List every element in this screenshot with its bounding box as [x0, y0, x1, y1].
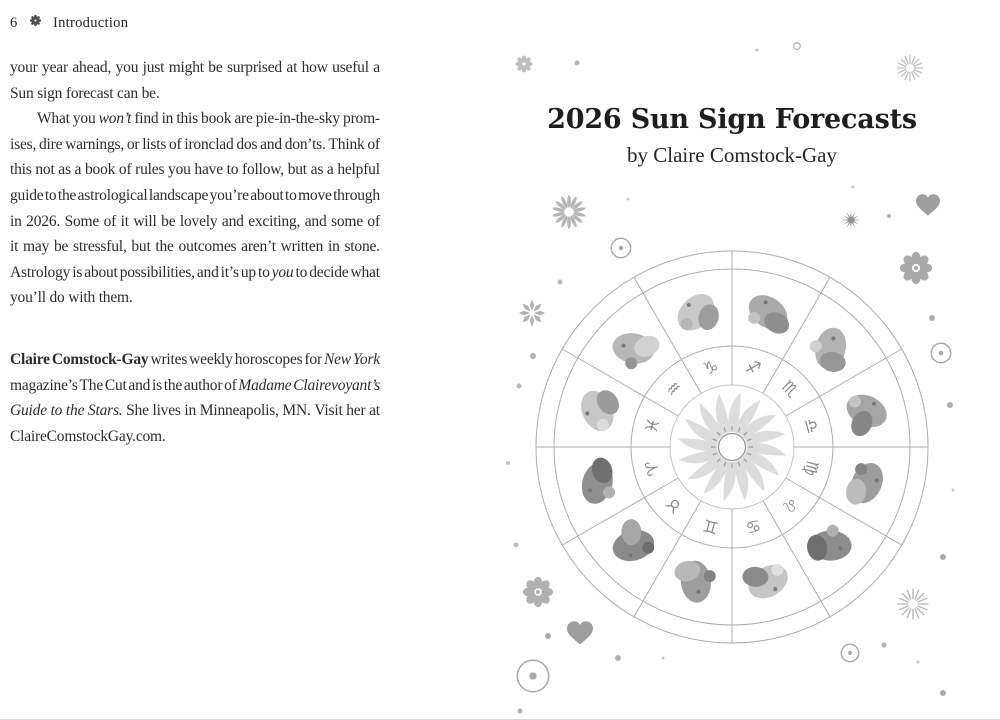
flower-icon	[512, 52, 537, 77]
zodiac-glyph-aquarius: ♒	[661, 376, 687, 402]
flower-asterisk-icon	[26, 11, 45, 35]
dot-ornament	[623, 194, 634, 205]
running-header	[10, 11, 128, 35]
zodiac-wheel	[532, 247, 932, 647]
text-line: ClaireComstockGay.com.	[10, 427, 166, 445]
circle-dot-ornament	[837, 640, 864, 667]
dot-ornament	[514, 705, 527, 718]
zodiac-glyph-scorpio: ♏	[777, 376, 803, 402]
dot-ornament	[510, 539, 523, 552]
dot-ornament	[571, 57, 584, 70]
text-line: guide to the astrological landscape you’re about to move through	[10, 186, 380, 204]
text-line: you’ll do with them.	[10, 289, 133, 307]
zodiac-glyph-leo: ♌	[777, 492, 803, 518]
dot-ornament	[925, 311, 939, 325]
zodiac-sign-pisces-illustration	[567, 378, 629, 442]
zodiac-sign-libra-illustration	[835, 380, 898, 444]
zodiac-glyph-cancer: ♋	[743, 514, 764, 538]
dot-ornament	[848, 182, 859, 193]
zodiac-wheel-svg	[532, 247, 932, 647]
dot-ornament	[541, 629, 555, 643]
page-title: 2026 Sun Sign Forecasts	[547, 104, 917, 135]
dot-ornament	[554, 276, 567, 289]
zodiac-glyph-virgo: ♍	[799, 458, 823, 479]
text-line: this not as a book of rules you have to follow, but as a helpful	[10, 161, 380, 179]
zodiac-glyph-pisces: ♓	[641, 415, 665, 436]
text-line: Astrology is about possibilities, and it’s up to you to decide what	[10, 263, 380, 281]
text-line: Sun sign forecast can be.	[10, 84, 160, 102]
text-line: ises, dire warnings, or lists of ironclad dos and don’ts. Think of	[10, 135, 380, 153]
zodiac-glyph-taurus: ♉	[661, 492, 687, 518]
text-line: it may be stressful, but the outcomes aren’t written in stone.	[10, 238, 380, 256]
petal-flower-icon	[897, 249, 936, 288]
dot-ornament	[878, 639, 891, 652]
dot-ornament	[526, 349, 540, 363]
circle-dot-ornament	[513, 656, 554, 697]
zodiac-sign-sagittarius-illustration	[739, 285, 799, 339]
zodiac-glyph-libra: ♎	[799, 415, 823, 436]
text-line: magazine’s The Cut and is the author of Madame Clairevoyant’s	[10, 376, 380, 394]
daisy-flower-icon	[549, 192, 590, 233]
dot-ornament	[883, 210, 895, 222]
zodiac-sign-capricorn-illustration	[665, 283, 727, 343]
snowflake-burst-icon	[894, 52, 927, 85]
byline: by Claire Comstock-Gay	[627, 143, 837, 167]
starburst-icon	[838, 207, 865, 234]
snowflake-burst-icon	[894, 585, 932, 623]
dot-ornament	[658, 653, 669, 664]
dot-ornament	[936, 686, 950, 700]
sun-icon	[678, 393, 787, 502]
zodiac-glyph-aries: ♈	[641, 458, 665, 479]
text-line: Claire Comstock-Gay writes weekly horoscopes for New York	[10, 350, 380, 368]
zodiac-sign-gemini-illustration	[663, 551, 723, 612]
text-line: What you won’t find in this book are pie-in-the-sky prom-	[37, 110, 380, 128]
heart-icon	[912, 189, 944, 221]
dot-ornament	[913, 657, 924, 668]
dot-ornament	[943, 398, 957, 412]
zodiac-glyph-sagittarius: ♐	[743, 356, 764, 380]
pointed-flower-icon	[515, 296, 550, 331]
dot-ornament	[611, 651, 625, 665]
page-number: 6	[10, 14, 18, 31]
zodiac-sign-aries-illustration	[568, 452, 627, 514]
circle-dot-ornament	[607, 234, 636, 263]
dot-ornament	[513, 380, 526, 393]
text-line: Guide to the Stars. She lives in Minneapolis, MN. Visit her at	[10, 402, 380, 420]
circle-ornament	[789, 38, 805, 54]
running-header-title: Introduction	[53, 14, 129, 31]
heart-icon	[563, 616, 597, 650]
text-line: your year ahead, you just might be surprised at how useful a	[10, 59, 380, 76]
zodiac-sign-leo-illustration	[794, 510, 867, 583]
dot-ornament	[948, 485, 959, 496]
text-line: in 2026. Some of it will be lovely and exciting, and some of	[10, 212, 380, 230]
petal-flower-icon	[520, 574, 557, 611]
zodiac-glyph-gemini: ♊	[700, 514, 721, 538]
dot-ornament	[936, 550, 950, 564]
circle-dot-ornament	[927, 339, 956, 368]
zodiac-sign-virgo-illustration	[841, 456, 890, 513]
dot-ornament	[752, 45, 763, 56]
zodiac-glyph-capricorn: ♑	[700, 356, 721, 380]
zodiac-sign-cancer-illustration	[737, 555, 797, 608]
dot-ornament	[502, 457, 514, 469]
introduction-text	[10, 55, 380, 449]
